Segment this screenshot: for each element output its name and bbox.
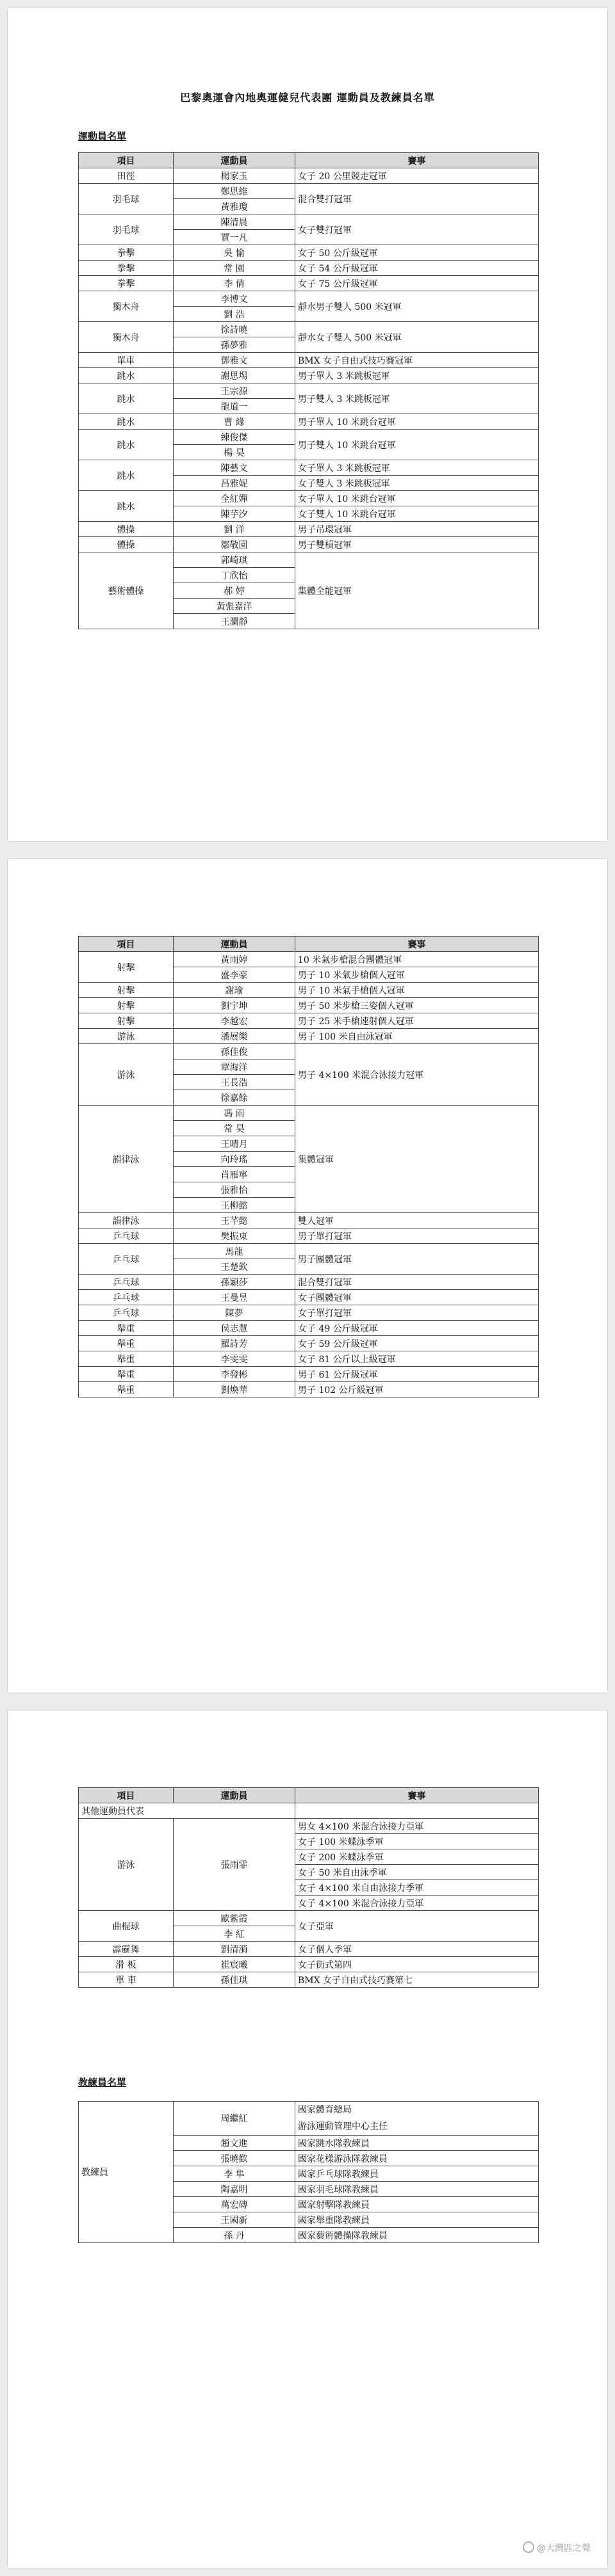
table-row — [79, 368, 539, 383]
sport-cell: 田徑 — [79, 168, 174, 184]
sport-cell: 乒乓球 — [79, 1275, 174, 1290]
coach-name-cell: 王國新 — [174, 2212, 295, 2228]
athlete-cell: 潘展樂 — [174, 1029, 295, 1044]
coach-name-cell: 李 隼 — [174, 2166, 295, 2182]
athlete-cell: 王楚欽 — [174, 1259, 295, 1275]
athlete-cell: 郝 婷 — [174, 583, 295, 599]
weibo-logo-icon — [523, 2541, 534, 2553]
athlete-cell: 王瀾靜 — [174, 614, 295, 629]
table-row — [79, 1106, 539, 1121]
athlete-cell: 黃雨婷 — [174, 952, 295, 967]
athlete-cell: 常 園 — [174, 261, 295, 276]
table-row — [79, 1972, 539, 1988]
table-row — [79, 537, 539, 552]
table-header-row — [79, 153, 539, 168]
blank-cell — [295, 1803, 539, 1819]
sport-cell: 滑 板 — [79, 1957, 174, 1972]
table-row — [79, 1013, 539, 1029]
document-page-1 — [8, 8, 607, 841]
table-row — [79, 2102, 539, 2136]
sport-cell: 游泳 — [79, 1029, 174, 1044]
event-cell: 男子 10 米氣步槍個人冠軍 — [295, 967, 539, 983]
table-row — [79, 491, 539, 506]
athlete-cell: 吳 愉 — [174, 245, 295, 261]
event-cell: 女子單打冠軍 — [295, 1305, 539, 1321]
table-row — [79, 291, 539, 307]
sport-cell: 舉重 — [79, 1367, 174, 1382]
coach-title-line: 國家體育總局 — [298, 2105, 352, 2115]
event-cell: 男子單人 10 米跳台冠軍 — [295, 414, 539, 430]
sport-cell: 舉重 — [79, 1321, 174, 1336]
coach-title-line: 國家花樣游泳隊教練員 — [298, 2153, 388, 2164]
table-row — [79, 552, 539, 568]
event-cell: 女子 100 米蝶泳季軍 — [295, 1834, 539, 1849]
watermark — [523, 2541, 591, 2554]
sport-cell: 舉重 — [79, 1382, 174, 1397]
sport-cell: 單車 — [79, 353, 174, 368]
sport-cell: 霹靂舞 — [79, 1942, 174, 1957]
event-cell: 男子 50 米步槍三姿個人冠軍 — [295, 998, 539, 1013]
athlete-cell: 肖雁寧 — [174, 1167, 295, 1182]
athletes-heading: 運動員名單 — [78, 131, 127, 142]
sport-cell: 體操 — [79, 522, 174, 537]
event-cell: 男子單打冠軍 — [295, 1228, 539, 1244]
table-row — [79, 1367, 539, 1382]
table-row — [79, 1290, 539, 1305]
event-cell: 女子 4×100 米自由泳接力季軍 — [295, 1880, 539, 1896]
sport-cell: 韻律泳 — [79, 1106, 174, 1213]
athlete-cell: 全紅嬋 — [174, 491, 295, 506]
athlete-cell: 李博文 — [174, 291, 295, 307]
sport-cell: 舉重 — [79, 1336, 174, 1351]
event-cell: BMX 女子自由式技巧賽冠軍 — [295, 353, 539, 368]
athlete-cell: 樊振東 — [174, 1228, 295, 1244]
subheading-row — [79, 1803, 539, 1819]
athlete-cell: 覃海洋 — [174, 1059, 295, 1075]
sport-cell: 拳擊 — [79, 245, 174, 261]
sport-cell: 跳水 — [79, 430, 174, 460]
sport-cell: 曲棍球 — [79, 1911, 174, 1942]
event-cell: 男子雙槓冠軍 — [295, 537, 539, 552]
coach-name-cell: 周繼紅 — [174, 2102, 295, 2136]
table-header-row — [79, 1788, 539, 1803]
header-event: 賽事 — [295, 937, 539, 952]
event-cell: 男子團體冠軍 — [295, 1244, 539, 1275]
coaches-table — [78, 2101, 539, 2243]
event-cell: 女子 81 公斤以上級冠軍 — [295, 1351, 539, 1367]
table-row — [79, 952, 539, 967]
table-row — [79, 1351, 539, 1367]
header-event: 賽事 — [295, 153, 539, 168]
sport-cell: 羽毛球 — [79, 214, 174, 245]
event-cell: 男子雙人 3 米跳板冠軍 — [295, 383, 539, 414]
sport-cell: 射擊 — [79, 998, 174, 1013]
event-cell: 女子 20 公里競走冠軍 — [295, 168, 539, 184]
coach-title-line: 國家射擊隊教練員 — [298, 2200, 370, 2210]
table-header-row — [79, 937, 539, 952]
athlete-cell: 鄭思維 — [174, 184, 295, 199]
athlete-cell: 王曼昱 — [174, 1290, 295, 1305]
table-row — [79, 460, 539, 476]
sport-cell: 藝術體操 — [79, 552, 174, 629]
event-cell: 女子 59 公斤級冠軍 — [295, 1336, 539, 1351]
table-row — [79, 322, 539, 337]
event-cell: 女子街式第四 — [295, 1957, 539, 1972]
sport-cell: 拳擊 — [79, 276, 174, 291]
table-row — [79, 353, 539, 368]
event-cell: 男子 10 米氣手槍個人冠軍 — [295, 983, 539, 998]
event-cell: 女子單人 3 米跳板冠軍 — [295, 460, 539, 476]
event-cell: 女子單人 10 米跳台冠軍 — [295, 491, 539, 506]
event-cell: 男子 100 米自由泳冠軍 — [295, 1029, 539, 1044]
athlete-cell: 盛李豪 — [174, 967, 295, 983]
table-row — [79, 998, 539, 1013]
table-row — [79, 168, 539, 184]
coach-title-line: 游泳運動管理中心主任 — [298, 2121, 388, 2132]
coach-title-line: 國家藝術體操隊教練員 — [298, 2230, 388, 2241]
event-cell: 男子吊環冠軍 — [295, 522, 539, 537]
sport-cell: 乒乓球 — [79, 1244, 174, 1275]
header-athlete: 運動員 — [174, 937, 295, 952]
athlete-cell: 王宗源 — [174, 383, 295, 399]
event-cell: 靜水女子雙人 500 米冠軍 — [295, 322, 539, 353]
athlete-cell: 張雅怡 — [174, 1182, 295, 1198]
coach-title-cell — [295, 2182, 539, 2197]
table-row — [79, 1911, 539, 1926]
athlete-cell: 謝思埸 — [174, 368, 295, 383]
athletes-table-3 — [78, 1787, 539, 1988]
sport-cell: 射擊 — [79, 983, 174, 998]
sport-cell: 游泳 — [79, 1044, 174, 1106]
coach-title-cell — [295, 2228, 539, 2243]
athlete-cell: 向玲瑤 — [174, 1152, 295, 1167]
event-cell: 女子 75 公斤級冠軍 — [295, 276, 539, 291]
athlete-cell: 丁欣怡 — [174, 568, 295, 583]
event-cell: 女子 50 公斤級冠軍 — [295, 245, 539, 261]
athlete-cell: 徐詩曉 — [174, 322, 295, 337]
table-row — [79, 1957, 539, 1972]
event-cell: 女子 50 米自由泳季軍 — [295, 1865, 539, 1880]
athlete-cell: 陳清晨 — [174, 214, 295, 230]
table-row — [79, 1305, 539, 1321]
athlete-cell: 侯志慧 — [174, 1321, 295, 1336]
sport-cell: 乒乓球 — [79, 1305, 174, 1321]
coach-title-cell — [295, 2197, 539, 2212]
event-cell: 男子 4×100 米混合泳接力冠軍 — [295, 1044, 539, 1106]
table-row — [79, 276, 539, 291]
header-sport: 項目 — [79, 153, 174, 168]
document-page-2 — [8, 859, 607, 1693]
event-cell: 集體全能冠軍 — [295, 552, 539, 629]
sport-cell: 跳水 — [79, 368, 174, 383]
athlete-cell: 劉 浩 — [174, 307, 295, 322]
athlete-cell: 李發彬 — [174, 1367, 295, 1382]
event-cell: 男子 25 米手槍速射個人冠軍 — [295, 1013, 539, 1029]
sport-cell: 獨木舟 — [79, 322, 174, 353]
athlete-cell: 馬龍 — [174, 1244, 295, 1259]
table-row — [79, 983, 539, 998]
athlete-cell: 孫穎莎 — [174, 1275, 295, 1290]
athlete-cell: 李雯雯 — [174, 1351, 295, 1367]
athlete-cell: 孫夢雅 — [174, 337, 295, 353]
event-cell: 男子單人 3 米跳板冠軍 — [295, 368, 539, 383]
athlete-cell: 曹 緣 — [174, 414, 295, 430]
coaches-heading: 教練員名單 — [78, 2077, 127, 2088]
coach-label-cell: 教練員 — [79, 2102, 174, 2243]
sport-cell: 韻律泳 — [79, 1213, 174, 1228]
table-row — [79, 184, 539, 199]
athlete-cell: 崔宸曦 — [174, 1957, 295, 1972]
coach-title-cell — [295, 2212, 539, 2228]
coach-title-line: 國家乒乓球隊教練員 — [298, 2169, 379, 2180]
table-row — [79, 1382, 539, 1397]
header-event: 賽事 — [295, 1788, 539, 1803]
athlete-cell: 李 倩 — [174, 276, 295, 291]
sport-cell: 跳水 — [79, 383, 174, 414]
event-cell: 女子亞軍 — [295, 1911, 539, 1942]
athlete-cell: 孫佳琪 — [174, 1972, 295, 1988]
event-cell: 女子雙人 3 米跳板冠軍 — [295, 476, 539, 491]
sport-cell: 射擊 — [79, 952, 174, 983]
document-page-3 — [8, 1711, 607, 2568]
sport-cell: 體操 — [79, 537, 174, 552]
event-cell: 混合雙打冠軍 — [295, 184, 539, 214]
athlete-cell: 陳夢 — [174, 1305, 295, 1321]
coach-title-cell — [295, 2151, 539, 2166]
athlete-cell: 歐紫霞 — [174, 1911, 295, 1926]
athlete-cell: 郭崎琪 — [174, 552, 295, 568]
athlete-cell: 李 紅 — [174, 1926, 295, 1942]
sport-cell: 跳水 — [79, 414, 174, 430]
document-title: 巴黎奧運會內地奧運健兒代表團 運動員及教練員名單 — [180, 92, 435, 104]
coach-name-cell: 萬宏磚 — [174, 2197, 295, 2212]
table-row — [79, 383, 539, 399]
athlete-cell: 張雨霏 — [174, 1819, 295, 1911]
athlete-cell: 孫佳俊 — [174, 1044, 295, 1059]
athlete-cell: 昌雅妮 — [174, 476, 295, 491]
table-row — [79, 261, 539, 276]
athlete-cell: 陳藝文 — [174, 460, 295, 476]
table-row — [79, 245, 539, 261]
event-cell: 雙人冠軍 — [295, 1213, 539, 1228]
sport-cell: 獨木舟 — [79, 291, 174, 322]
sport-cell: 舉重 — [79, 1351, 174, 1367]
table-row — [79, 214, 539, 230]
athlete-cell: 謝瑜 — [174, 983, 295, 998]
athletes-table-1 — [78, 152, 539, 629]
athlete-cell: 劉 洋 — [174, 522, 295, 537]
event-cell: 女子 200 米蝶泳季軍 — [295, 1849, 539, 1865]
coach-title-cell — [295, 2136, 539, 2151]
athlete-cell: 常 昊 — [174, 1121, 295, 1136]
athlete-cell: 劉宇坤 — [174, 998, 295, 1013]
athlete-cell: 楊 昊 — [174, 445, 295, 460]
coach-title-cell — [295, 2166, 539, 2182]
event-cell: 女子 54 公斤級冠軍 — [295, 261, 539, 276]
event-cell: 女子雙人 10 米跳台冠軍 — [295, 506, 539, 522]
event-cell: BMX 女子自由式技巧賽第七 — [295, 1972, 539, 1988]
athlete-cell: 黃張嘉洋 — [174, 599, 295, 614]
table-row — [79, 522, 539, 537]
athlete-cell: 王晴月 — [174, 1136, 295, 1152]
event-cell: 女子雙打冠軍 — [295, 214, 539, 245]
table-row — [79, 1213, 539, 1228]
athlete-cell: 王柳懿 — [174, 1198, 295, 1213]
athlete-cell: 龍道一 — [174, 399, 295, 414]
coach-name-cell: 張曉歡 — [174, 2151, 295, 2166]
header-athlete: 運動員 — [174, 153, 295, 168]
athlete-cell: 劉清漪 — [174, 1942, 295, 1957]
table-row — [79, 414, 539, 430]
event-cell: 男子 102 公斤級冠軍 — [295, 1382, 539, 1397]
sport-cell: 跳水 — [79, 491, 174, 522]
athlete-cell: 李越宏 — [174, 1013, 295, 1029]
coach-title-line: 國家舉重隊教練員 — [298, 2215, 370, 2226]
event-cell: 10 米氣步槍混合團體冠軍 — [295, 952, 539, 967]
coach-name-cell: 趙文進 — [174, 2136, 295, 2151]
sport-cell: 單 車 — [79, 1972, 174, 1988]
event-cell: 男子雙人 10 米跳台冠軍 — [295, 430, 539, 460]
event-cell: 靜水男子雙人 500 米冠軍 — [295, 291, 539, 322]
athlete-cell: 鄒敬園 — [174, 537, 295, 552]
athlete-cell: 練俊傑 — [174, 430, 295, 445]
athlete-cell: 羅詩芳 — [174, 1336, 295, 1351]
event-cell: 混合雙打冠軍 — [295, 1275, 539, 1290]
coach-title-cell — [295, 2102, 539, 2136]
sport-cell: 乒乓球 — [79, 1228, 174, 1244]
sport-cell: 羽毛球 — [79, 184, 174, 214]
table-row — [79, 1819, 539, 1834]
event-cell: 女子團體冠軍 — [295, 1290, 539, 1305]
event-cell: 男子 61 公斤級冠軍 — [295, 1367, 539, 1382]
athlete-cell: 王長浩 — [174, 1075, 295, 1090]
athlete-cell: 王芊懿 — [174, 1213, 295, 1228]
table-row — [79, 1336, 539, 1351]
athlete-cell: 黃雅瓊 — [174, 199, 295, 214]
coach-name-cell: 孫 丹 — [174, 2228, 295, 2243]
coach-name-cell: 陶嘉明 — [174, 2182, 295, 2197]
sport-cell: 拳擊 — [79, 261, 174, 276]
table-row — [79, 1228, 539, 1244]
header-sport: 項目 — [79, 937, 174, 952]
athletes-table-2 — [78, 936, 539, 1397]
table-row — [79, 1029, 539, 1044]
athlete-cell: 楊家玉 — [174, 168, 295, 184]
event-cell: 集體冠軍 — [295, 1106, 539, 1213]
event-cell: 女子個人季軍 — [295, 1942, 539, 1957]
table-row — [79, 1321, 539, 1336]
athlete-cell: 陳芋汐 — [174, 506, 295, 522]
athlete-cell: 劉煥華 — [174, 1382, 295, 1397]
coach-title-line: 國家跳水隊教練員 — [298, 2138, 370, 2149]
athlete-cell: 鄧雅文 — [174, 353, 295, 368]
coach-title-line: 國家羽毛球隊教練員 — [298, 2184, 379, 2195]
athlete-cell: 賈一凡 — [174, 230, 295, 245]
athlete-cell: 馮 雨 — [174, 1106, 295, 1121]
header-athlete: 運動員 — [174, 1788, 295, 1803]
athlete-cell: 徐嘉餘 — [174, 1090, 295, 1106]
sport-cell: 游泳 — [79, 1819, 174, 1911]
sport-cell: 射擊 — [79, 1013, 174, 1029]
sport-cell: 乒乓球 — [79, 1290, 174, 1305]
event-cell: 女子 49 公斤級冠軍 — [295, 1321, 539, 1336]
header-sport: 項目 — [79, 1788, 174, 1803]
table-row — [79, 1942, 539, 1957]
event-cell: 男女 4×100 米混合泳接力亞軍 — [295, 1819, 539, 1834]
table-row — [79, 430, 539, 445]
event-cell: 女子 4×100 米混合泳接力亞軍 — [295, 1896, 539, 1911]
watermark-text: @大灣區之聲 — [537, 2543, 591, 2554]
sport-cell: 跳水 — [79, 460, 174, 491]
other-athletes-subheading: 其他運動員代表 — [79, 1803, 295, 1819]
